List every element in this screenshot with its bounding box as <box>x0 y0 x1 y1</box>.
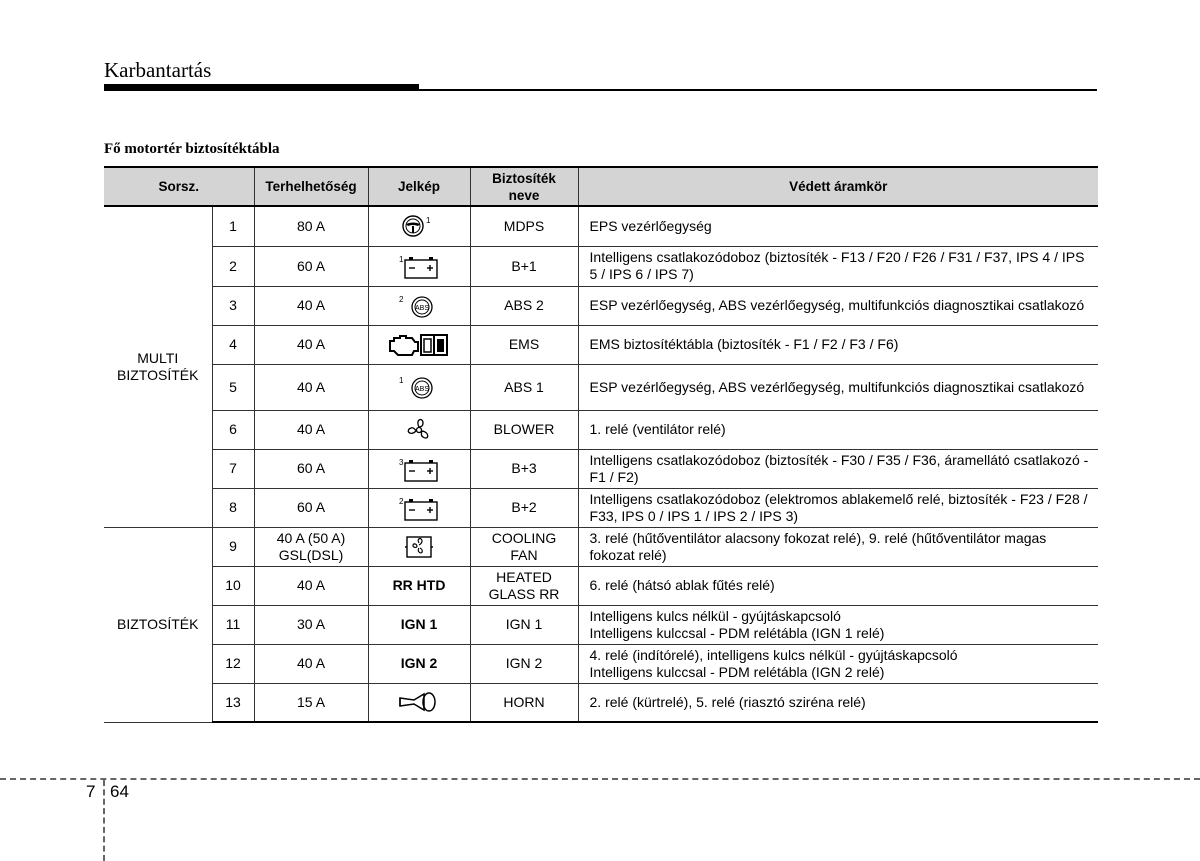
fuse-rating: 60 A <box>254 449 368 488</box>
fuse-symbol <box>368 527 470 566</box>
header-thick-rule <box>104 84 419 91</box>
steering-wheel-icon <box>369 213 470 239</box>
fuse-rating: 30 A <box>254 605 368 644</box>
fuse-name: ABS 1 <box>470 364 578 410</box>
svg-text:ABS: ABS <box>415 386 430 393</box>
fuse-symbol <box>368 325 470 364</box>
fuse-rating: 40 A <box>254 410 368 449</box>
table-row <box>104 206 1098 246</box>
fuse-number: 1 <box>212 206 254 246</box>
fuse-rating: 40 A <box>254 325 368 364</box>
table-header-row <box>104 167 1098 206</box>
fuse-name: B+3 <box>470 449 578 488</box>
fuse-rating: 80 A <box>254 206 368 246</box>
fuse-name: B+2 <box>470 488 578 527</box>
fuse-rating: 40 A <box>254 286 368 325</box>
protected-circuit: EMS biztosítéktábla (biztosíték - F1 / F2 / F3 / F6) <box>578 325 1098 364</box>
svg-text:1: 1 <box>426 216 431 226</box>
protected-circuit: EPS vezérlőegység <box>578 206 1098 246</box>
col-header-symbol: Jelkép <box>368 167 470 206</box>
protected-circuit: 4. relé (indítórelé), intelligens kulcs nélkül - gyújtáskapcsoló Intelligens kulccsal - PDM relétábla (IGN 2 relé) <box>578 644 1098 683</box>
fuse-name: HEATED GLASS RR <box>470 566 578 605</box>
fuse-number: 2 <box>212 246 254 286</box>
table-row <box>104 410 1098 449</box>
fuse-name: EMS <box>470 325 578 364</box>
footer-dashed-rule <box>0 778 1200 780</box>
group-label-multi-fuse: MULTI BIZTOSÍTÉK <box>104 206 212 527</box>
protected-circuit: ESP vezérlőegység, ABS vezérlőegység, multifunkciós diagnosztikai csatlakozó <box>578 286 1098 325</box>
svg-text:2: 2 <box>399 496 404 506</box>
col-header-no: Sorsz. <box>104 167 254 206</box>
abs-icon <box>369 373 470 401</box>
fuse-rating: 60 A <box>254 246 368 286</box>
svg-text:1: 1 <box>399 376 404 385</box>
fuse-name: BLOWER <box>470 410 578 449</box>
table-row <box>104 566 1098 605</box>
table-row <box>104 683 1098 722</box>
fuse-symbol <box>368 488 470 527</box>
page-header-title: Karbantartás <box>104 58 212 82</box>
protected-circuit: 6. relé (hátsó ablak fűtés relé) <box>578 566 1098 605</box>
page-section-number: 7 <box>86 782 96 801</box>
svg-text:3: 3 <box>399 457 404 467</box>
fuse-symbol <box>368 286 470 325</box>
fuse-symbol-text: IGN 1 <box>368 605 470 644</box>
fuse-rating: 40 A <box>254 644 368 683</box>
fuse-symbol <box>368 206 470 246</box>
fuse-number: 7 <box>212 449 254 488</box>
fuse-symbol <box>368 683 470 722</box>
svg-text:2: 2 <box>399 294 404 304</box>
fuse-symbol <box>368 410 470 449</box>
table-row <box>104 527 1098 566</box>
protected-circuit: 3. relé (hűtőventilátor alacsony fokozat relé), 9. relé (hűtőventilátor magas fokozat relé) <box>578 527 1098 566</box>
table-row <box>104 488 1098 527</box>
table-row <box>104 246 1098 286</box>
fuse-name: COOLING FAN <box>470 527 578 566</box>
protected-circuit: ESP vezérlőegység, ABS vezérlőegység, multifunkciós diagnosztikai csatlakozó <box>578 364 1098 410</box>
protected-circuit: Intelligens csatlakozódoboz (biztosíték - F13 / F20 / F26 / F31 / F37, IPS 4 / IPS 5 / IPS 6 / IPS 7) <box>578 246 1098 286</box>
footer-vertical-dashed-rule <box>103 780 105 861</box>
fuse-symbol <box>368 364 470 410</box>
page-number: 64 <box>110 782 129 801</box>
protected-circuit: 1. relé (ventilátor relé) <box>578 410 1098 449</box>
fuse-rating: 15 A <box>254 683 368 722</box>
fan-icon <box>369 416 470 444</box>
battery-icon <box>369 455 470 483</box>
col-header-circuit: Védett áramkör <box>578 167 1098 206</box>
fuse-name: IGN 1 <box>470 605 578 644</box>
group-label-fuse: BIZTOSÍTÉK <box>104 527 212 722</box>
table-row <box>104 449 1098 488</box>
fuse-table <box>104 166 1098 723</box>
table-row <box>104 286 1098 325</box>
table-row <box>104 364 1098 410</box>
header-thin-rule <box>419 89 1097 91</box>
fuse-rating: 40 A <box>254 364 368 410</box>
fuse-name: B+1 <box>470 246 578 286</box>
svg-text:ABS: ABS <box>415 304 430 312</box>
col-header-rating: Terhelhetőség <box>254 167 368 206</box>
protected-circuit: 2. relé (kürtrelé), 5. relé (riasztó sziréna relé) <box>578 683 1098 722</box>
section-title: Fő motortér biztosítéktábla <box>104 141 280 157</box>
horn-icon <box>369 688 470 716</box>
fuse-name: ABS 2 <box>470 286 578 325</box>
fuse-rating: 40 A (50 A) GSL(DSL) <box>254 527 368 566</box>
fuse-rating: 60 A <box>254 488 368 527</box>
battery-icon <box>369 252 470 280</box>
cooling-fan-icon <box>369 533 470 561</box>
fuse-number: 11 <box>212 605 254 644</box>
fuse-number: 13 <box>212 683 254 722</box>
engine-book-icon <box>369 331 470 359</box>
fuse-name: IGN 2 <box>470 644 578 683</box>
fuse-number: 10 <box>212 566 254 605</box>
svg-text:1: 1 <box>399 255 404 264</box>
fuse-rating: 40 A <box>254 566 368 605</box>
abs-icon <box>369 292 470 320</box>
fuse-name: MDPS <box>470 206 578 246</box>
fuse-name: HORN <box>470 683 578 722</box>
fuse-number: 12 <box>212 644 254 683</box>
col-header-fuse-name: Biztosíték neve <box>470 167 578 206</box>
fuse-number: 4 <box>212 325 254 364</box>
protected-circuit: Intelligens kulcs nélkül - gyújtáskapcsoló Intelligens kulccsal - PDM relétábla (IGN 1 relé) <box>578 605 1098 644</box>
fuse-number: 8 <box>212 488 254 527</box>
fuse-symbol-text: IGN 2 <box>368 644 470 683</box>
fuse-number: 9 <box>212 527 254 566</box>
fuse-symbol <box>368 449 470 488</box>
battery-icon <box>369 494 470 522</box>
table-row <box>104 605 1098 644</box>
fuse-number: 3 <box>212 286 254 325</box>
fuse-number: 6 <box>212 410 254 449</box>
table-row <box>104 325 1098 364</box>
fuse-symbol-text: RR HTD <box>368 566 470 605</box>
table-row <box>104 644 1098 683</box>
fuse-number: 5 <box>212 364 254 410</box>
protected-circuit: Intelligens csatlakozódoboz (elektromos ablakemelő relé, biztosíték - F23 / F28 / F33, IPS 0 / IPS 1 / IPS 2 / IPS 3) <box>578 488 1098 527</box>
protected-circuit: Intelligens csatlakozódoboz (biztosíték - F30 / F35 / F36, áramellátó csatlakozó - F1 / F2) <box>578 449 1098 488</box>
fuse-symbol <box>368 246 470 286</box>
